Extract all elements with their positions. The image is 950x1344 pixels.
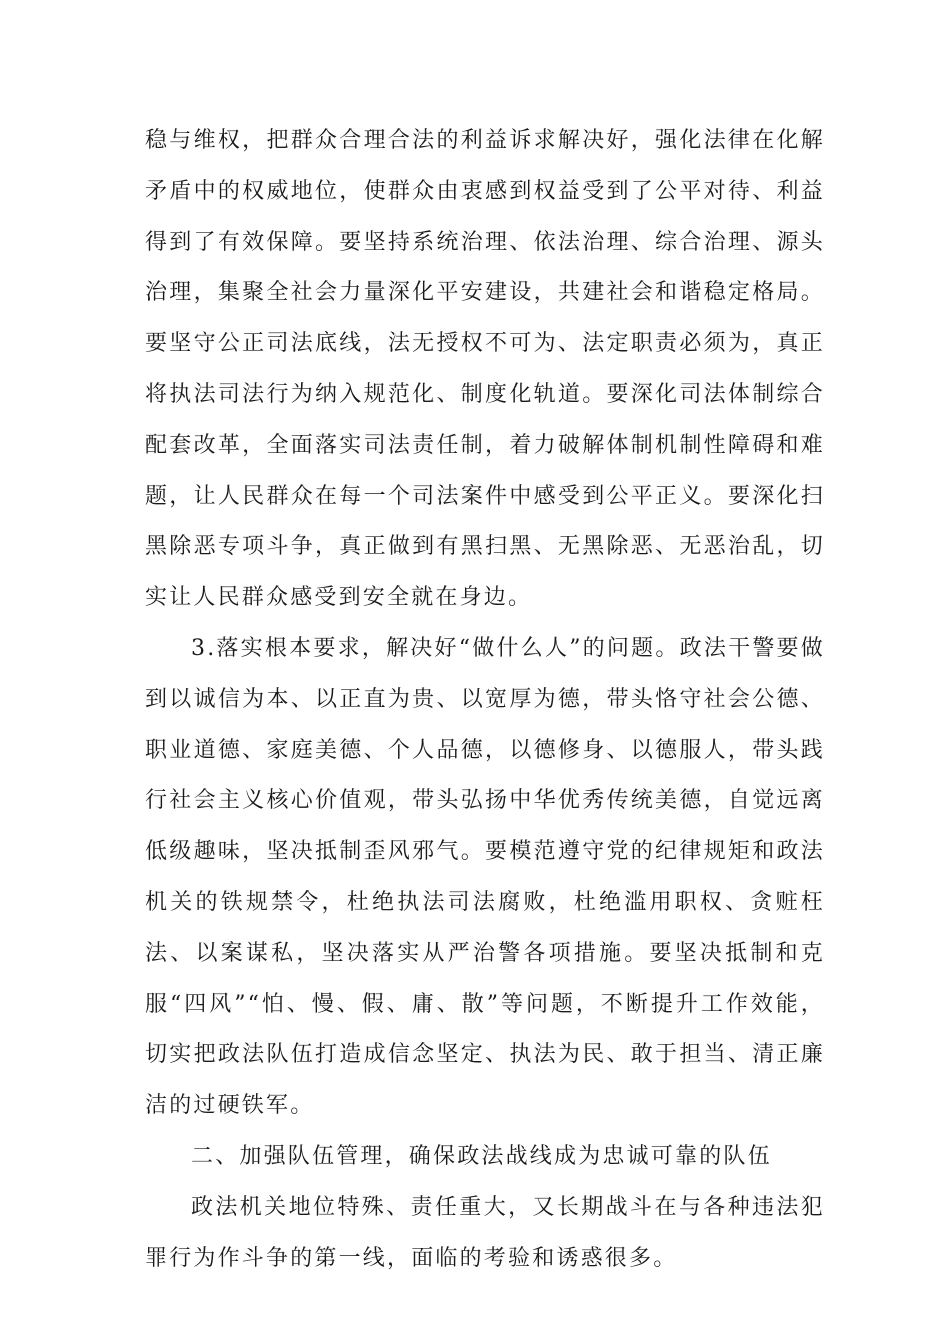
paragraph-section-2-intro: 政法机关地位特殊、责任重大，又长期战斗在与各种违法犯罪行为作斗争的第一线，面临的考验和诱惑很多。 <box>145 1194 825 1271</box>
paragraph-point-3: 3.落实根本要求，解决好“做什么人”的问题。政法干警要做到以诚信为本、以正直为贵、以宽厚为德，带头恪守社会公德、职业道德、家庭美德、个人品德，以德修身、以德服人，带头践行社会主义核心价值观，带头弘扬中华优秀传统美德，自觉远离低级趣味，坚决抵制歪风邪气。要模范遵守党的纪律规矩和政法机关的铁规禁令，杜绝执法司法腐败，杜绝滥用职权、贪赃枉法、以案谋私，坚决落实从严治警各项措施。要坚决抵制和克服“四风”“怕、慢、假、庸、散”等问题，不断提升工作效能，切实把政法队伍打造成信念坚定、执法为民、敢于担当、清正廉洁的过硬铁军。 <box>145 635 825 1119</box>
section-heading-2: 二、加强队伍管理，确保政法战线成为忠诚可靠的队伍 <box>191 1143 772 1169</box>
paragraph-continuation: 稳与维权，把群众合理合法的利益诉求解决好，强化法律在化解矛盾中的权威地位，使群众由衷感到权益受到了公平对待、利益得到了有效保障。要坚持系统治理、依法治理、综合治理、源头治理，集聚全社会力量深化平安建设，共建社会和谐稳定格局。要坚守公正司法底线，法无授权不可为、法定职责必须为，真正将执法司法行为纳入规范化、制度化轨道。要深化司法体制综合配套改革，全面落实司法责任制，着力破解体制机制性障碍和难题，让人民群众在每一个司法案件中感受到公平正义。要深化扫黑除恶专项斗争，真正做到有黑扫黑、无黑除恶、无恶治乱，切实让人民群众感受到安全就在身边。 <box>145 128 825 611</box>
document-body <box>145 116 825 1284</box>
